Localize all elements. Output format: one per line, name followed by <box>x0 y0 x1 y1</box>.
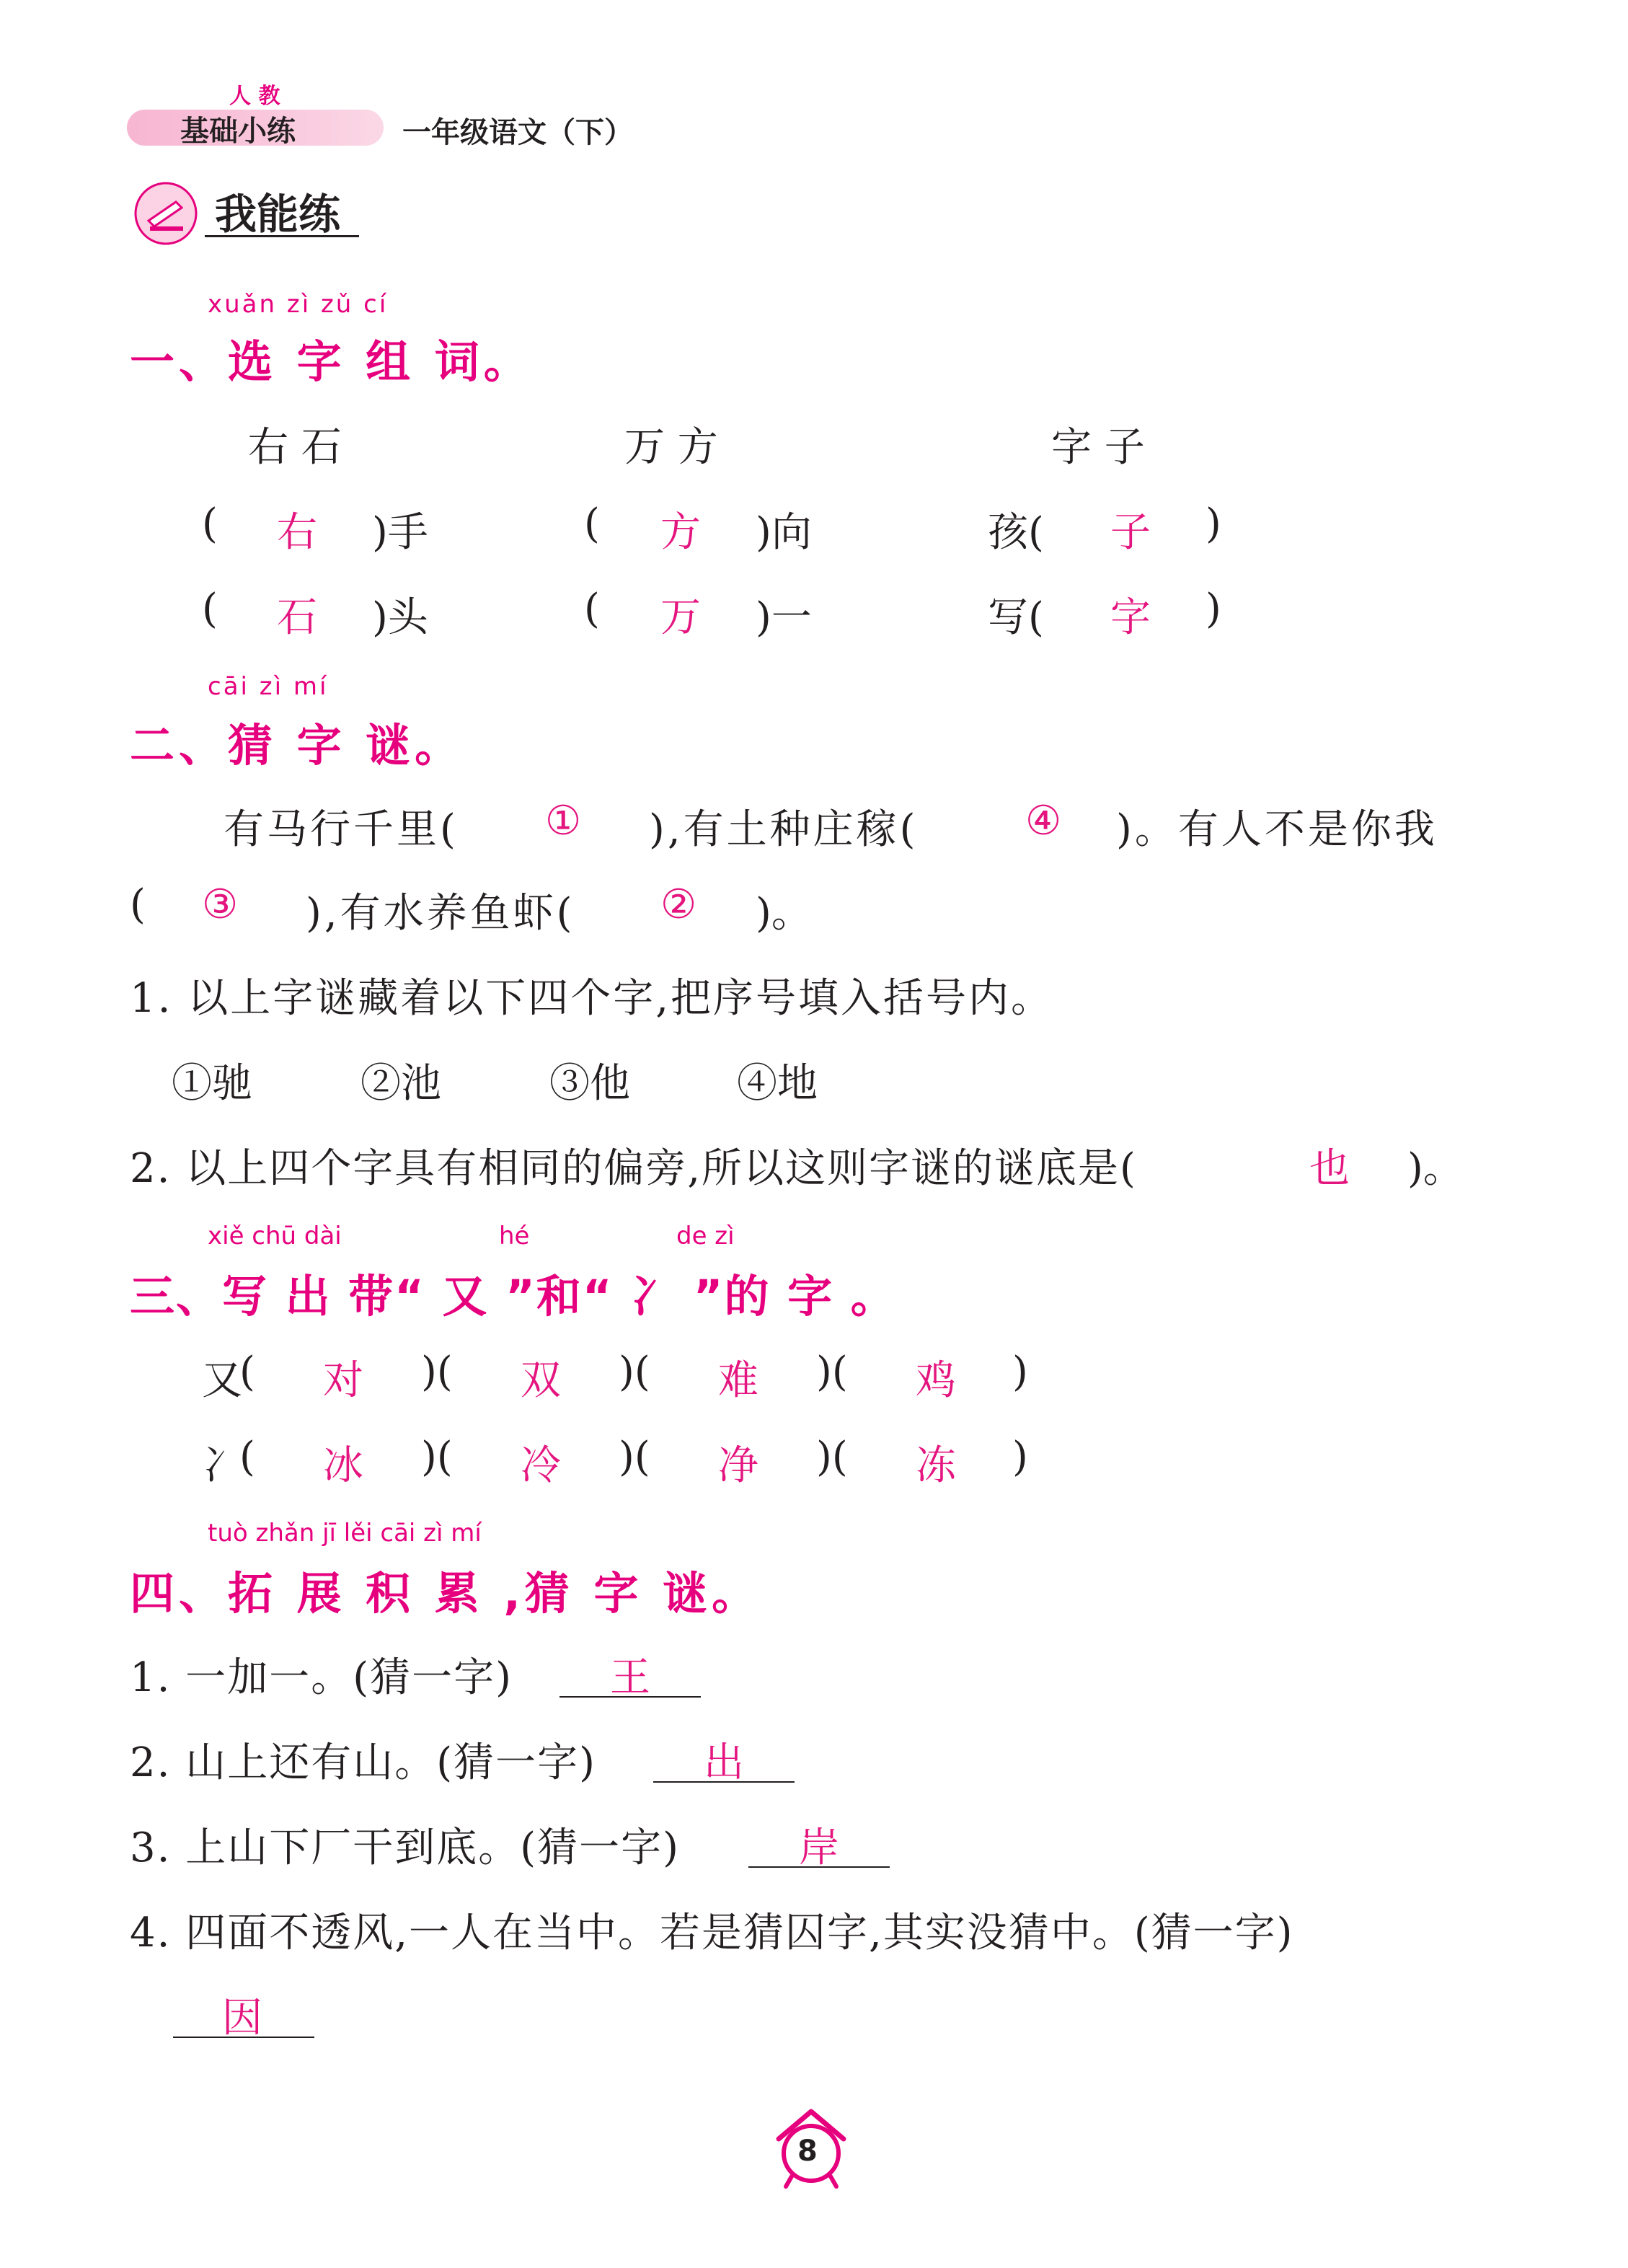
q3-row1-paren-close: ) <box>1012 1349 1028 1395</box>
q1-heading: 一、选 字 组 词。 <box>130 335 533 388</box>
q3-row2-answer4: 冻 <box>916 1442 956 1489</box>
q3-row1-paren3: )( <box>619 1349 650 1395</box>
q3-heading: 三、写 出 带“ 又 ”和“ 冫 ”的 字 。 <box>130 1270 897 1323</box>
book-title: 一年级语文（下） <box>402 116 633 149</box>
q2-riddle-answer2: ④ <box>1025 798 1062 844</box>
q1-g2-r1-open: ( <box>584 500 600 547</box>
q1-group2-chars: 万 方 <box>624 424 718 471</box>
q3-row1-paren4: )( <box>816 1349 848 1395</box>
q2-option-3: ③他 <box>549 1060 630 1107</box>
q4-item1-answer-line <box>559 1696 701 1698</box>
q1-g3-r2-answer: 字 <box>1110 594 1151 641</box>
q4-item1-answer: 王 <box>610 1654 650 1701</box>
q1-g3-r2-close: ) <box>1205 586 1221 632</box>
q3-row2-paren-close: ) <box>1012 1434 1028 1481</box>
q3-row1-answer4: 鸡 <box>916 1357 956 1404</box>
q1-g3-r1-open: 孩( <box>988 509 1044 556</box>
pencil-book-icon <box>133 180 199 247</box>
q4-item3-answer: 岸 <box>799 1824 839 1871</box>
q1-g2-r1-close: )向 <box>756 509 812 556</box>
q2-riddle-part3: )。有人不是你我 <box>1116 806 1438 853</box>
badge-top-text: 人 教 <box>229 84 280 109</box>
q2-riddle-part2: ),有土种庄稼( <box>649 806 919 853</box>
q1-g3-r1-close: ) <box>1205 500 1221 547</box>
q4-pinyin: tuò zhǎn jī lěi cāi zì mí <box>208 1519 482 1548</box>
q1-g2-r2-answer: 万 <box>660 594 701 641</box>
q3-row2-answer3: 净 <box>718 1442 758 1489</box>
q3-row2-radical: 冫 <box>202 1442 242 1489</box>
q2-riddle-part6: )。 <box>756 890 812 937</box>
q1-g1-r1-answer: 右 <box>277 509 317 556</box>
q2-option-4: ④地 <box>737 1060 818 1107</box>
q4-item3-answer-line <box>748 1866 890 1868</box>
page-number: 8 <box>797 2135 818 2168</box>
q3-pinyin-3: de zì <box>676 1222 735 1250</box>
q4-item1-text: 1. 一加一。(猜一字) <box>130 1654 513 1701</box>
q1-g1-r1-open: ( <box>202 500 218 547</box>
section-title: 我能练 <box>215 190 341 239</box>
q3-row1-paren2: )( <box>421 1349 453 1395</box>
q1-g3-r1-answer: 子 <box>1110 509 1151 556</box>
q1-g1-r2-close: )头 <box>372 594 428 641</box>
q4-item4-answer-line <box>173 2037 314 2038</box>
q1-group3-chars: 字 子 <box>1051 424 1145 471</box>
q4-item4-text: 4. 四面不透风,一人在当中。若是猜囚字,其实没猜中。(猜一字) <box>130 1910 1294 1956</box>
q1-group1-chars: 右 石 <box>248 424 342 471</box>
q1-g1-r1-close: )手 <box>372 509 428 556</box>
q1-g2-r2-open: ( <box>584 586 600 632</box>
q2-pinyin: cāi zì mí <box>208 672 329 701</box>
q2-riddle-part5: ),有水养鱼虾( <box>306 890 575 937</box>
q3-row2-answer2: 冷 <box>521 1442 561 1489</box>
q3-row1-answer3: 难 <box>718 1357 758 1404</box>
q2-heading: 二、猜 字 谜。 <box>130 719 464 772</box>
badge-main-text: 基础小练 <box>180 115 296 148</box>
q2-riddle-part4: ( <box>130 881 146 928</box>
q2-item2-answer: 也 <box>1309 1145 1350 1192</box>
q3-pinyin-1: xiě chū dài <box>208 1222 342 1250</box>
q3-row1-paren1-open: ( <box>239 1349 255 1395</box>
q4-item2-text: 2. 山上还有山。(猜一字) <box>130 1739 596 1786</box>
q4-item2-answer-line <box>653 1781 795 1783</box>
q1-g2-r1-answer: 方 <box>660 509 701 556</box>
section-title-underline <box>205 235 359 237</box>
q1-g1-r2-open: ( <box>202 586 218 632</box>
q1-pinyin: xuǎn zì zǔ cí <box>208 290 389 319</box>
q2-riddle-part1: 有马行千里( <box>224 806 459 853</box>
q2-riddle-answer4: ② <box>660 881 697 928</box>
q3-row2-paren1-open: ( <box>239 1434 255 1481</box>
q2-riddle-answer3: ③ <box>202 881 239 928</box>
q3-row1-radical: 又 <box>202 1357 242 1404</box>
q3-row2-paren2: )( <box>421 1434 453 1481</box>
q3-row2-answer1: 冰 <box>323 1442 363 1489</box>
q3-row2-paren3: )( <box>619 1434 650 1481</box>
q3-row1-answer2: 双 <box>521 1357 561 1404</box>
q3-row1-answer1: 对 <box>323 1357 363 1404</box>
q3-pinyin-2: hé <box>499 1222 530 1250</box>
q1-g3-r2-open: 写( <box>988 594 1044 641</box>
q4-item3-text: 3. 上山下厂干到底。(猜一字) <box>130 1824 680 1871</box>
q2-item2-text: 2. 以上四个字具有相同的偏旁,所以这则字谜的谜底是( <box>130 1145 1137 1192</box>
q2-option-2: ②池 <box>360 1060 441 1107</box>
q4-item4-answer: 因 <box>222 1995 262 2042</box>
q4-item2-answer: 出 <box>704 1739 744 1786</box>
q2-option-1: ①驰 <box>172 1060 252 1107</box>
q1-g2-r2-close: )一 <box>756 594 812 641</box>
q1-g1-r2-answer: 石 <box>277 594 317 641</box>
q2-riddle-answer1: ① <box>545 798 582 844</box>
q3-row2-paren4: )( <box>816 1434 848 1481</box>
q2-item1: 1. 以上字谜藏着以下四个字,把序号填入括号内。 <box>130 975 1054 1022</box>
q4-heading: 四、拓 展 积 累 ,猜 字 谜。 <box>130 1567 761 1620</box>
q2-item2-end: )。 <box>1407 1145 1464 1192</box>
